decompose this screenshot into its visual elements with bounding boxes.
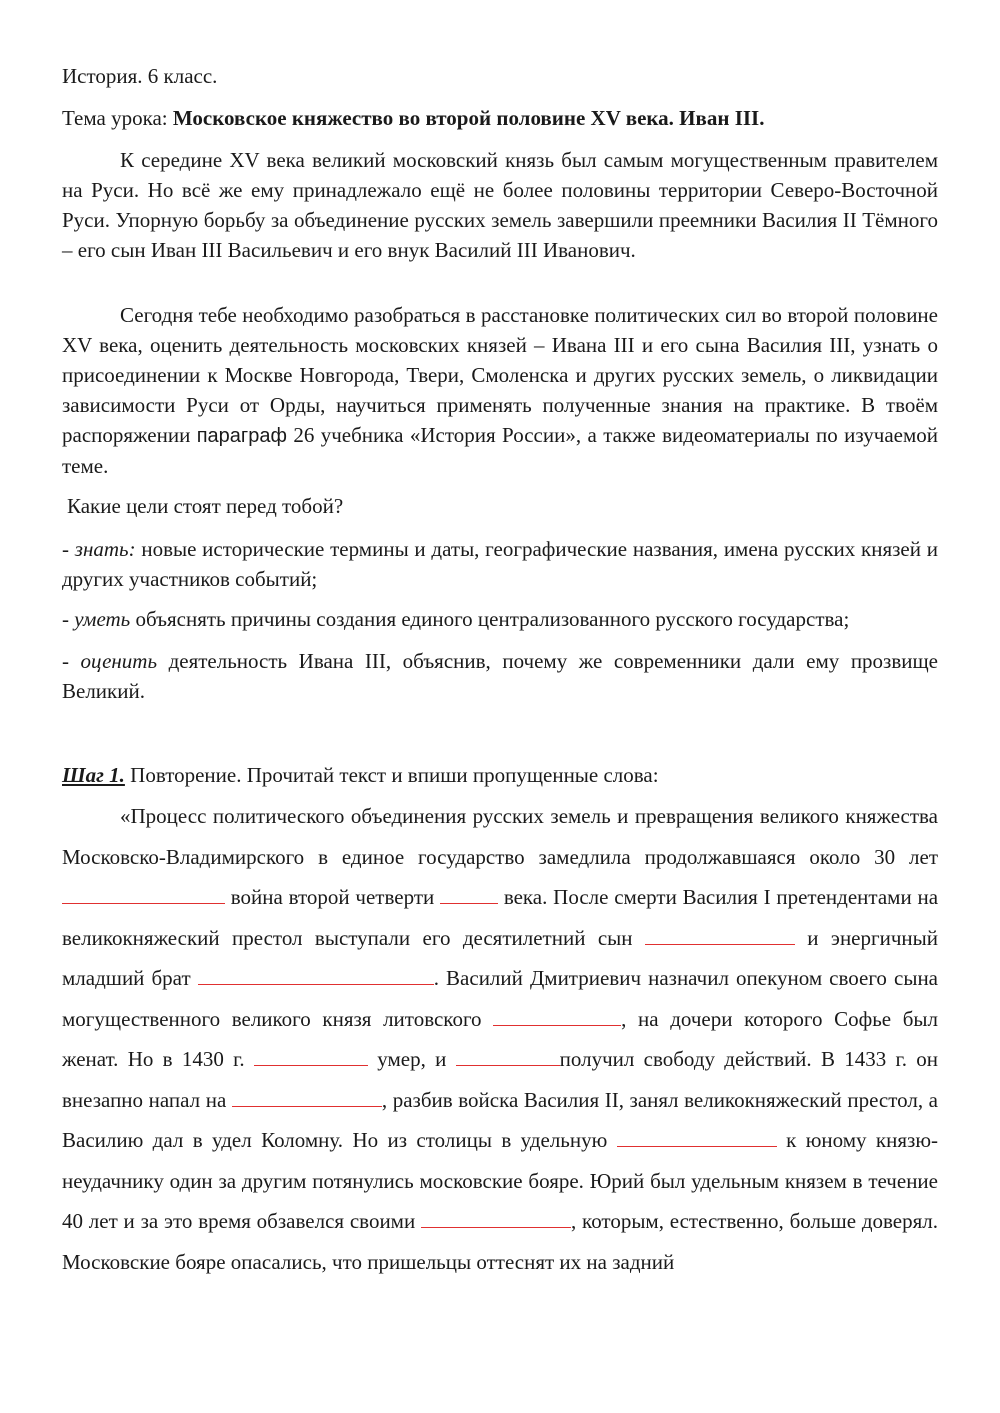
blank-field[interactable] [62, 883, 225, 904]
lesson-topic [62, 103, 938, 133]
step1-label: Шаг 1. [62, 763, 125, 787]
blank-field[interactable] [198, 964, 434, 985]
blank-field[interactable] [421, 1207, 571, 1228]
blank-field[interactable] [232, 1086, 382, 1107]
intro-p2-end: 26 учебника «История России», а также видеоматериалы по изучаемой теме. [62, 423, 939, 478]
goal-verb: уметь [74, 607, 131, 631]
step1-instruction: Повторение. Прочитай текст и впиши пропущенные слова: [124, 763, 659, 787]
topic-title: Московское княжество во второй половине XV века. Иван III. [172, 106, 765, 130]
goal-item: - знать: новые исторические термины и даты, географические названия, имена русских князей и других участников событий; [62, 537, 938, 591]
goal-text: деятельность Ивана III, объяснив, почему же современники дали ему прозвище Великий. [62, 649, 938, 703]
blank-field[interactable] [645, 924, 795, 945]
step1-fill-text: «Процесс политического объединения русских земель и превращения великого княжества Московско-Владимирского в единое государство замедлила продолжавшаяся около 30 лет война второй четверти века. После смерти Василия I претендентами на великокняжеский престол выступали его десятилетний сын и энергичный младший брат . Василий Дмитриевич назначил опекуном своего сына могущественного великого князя литовского , на дочери которого Софье был женат. Но в 1430 г. умер, и получил свободу действий. В 1433 г. он внезапно напал на , разбив войска Василия II, занял великокняжеский престол, а Василию дал в удел Коломну. Но из столицы в удельную к юному князю-неудачнику один за другим потянулись московские бояре. Юрий был удельным князем в течение 40 лет и за это время обзавелся своими , которым, естественно, больше доверял. Московские бояре опасались, что пришельцы оттеснят их на задний [62, 804, 939, 1274]
blank-field[interactable] [617, 1126, 777, 1147]
blank-field[interactable] [254, 1045, 368, 1066]
goal-verb: знать: [74, 537, 136, 561]
blank-field[interactable] [493, 1005, 621, 1026]
subject-line: История. 6 класс. [62, 64, 218, 88]
goals-question: Какие цели стоят перед тобой? [67, 494, 344, 518]
intro-p2-start: Сегодня тебе необходимо разобраться в расстановке политических сил во второй половине XV века, оценить деятельность московских князей – Ивана III и его сына Василия III, узнать о присоединении к Москве Новгорода, Твери, Смоленска и других русских земель, о ликвидации зависимости Руси от Орды, научиться применять полученные знания на практике. В твоём распоряжении [62, 303, 938, 447]
intro-paragraph-2 [62, 300, 938, 481]
topic-label: Тема урока: [62, 106, 168, 130]
goal-item: - уметь объяснять причины создания единого централизованного русского государства; [62, 607, 850, 631]
paragraph-word: параграф [196, 425, 287, 447]
step1-heading [62, 760, 938, 790]
intro-paragraph-1: К середине XV века великий московский князь был самым могущественным правителем на Руси. Но всё же ему принадлежало ещё не более половины территории Северо-Восточной Руси. Упорную борьбу за объединение русских земель завершили преемники Василия II Тёмного – его сын Иван III Васильевич и его внук Василий III Иванович. [62, 148, 938, 262]
goal-text: объяснять причины создания единого централизованного русского государства; [130, 607, 850, 631]
goal-text: новые исторические термины и даты, географические названия, имена русских князей и других участников событий; [62, 537, 938, 591]
goal-verb: оценить [80, 649, 158, 673]
blank-field[interactable] [456, 1045, 560, 1066]
goal-item: - оценить деятельность Ивана III, объяснив, почему же современники дали ему прозвище Великий. [62, 649, 938, 703]
blank-field[interactable] [440, 883, 498, 904]
